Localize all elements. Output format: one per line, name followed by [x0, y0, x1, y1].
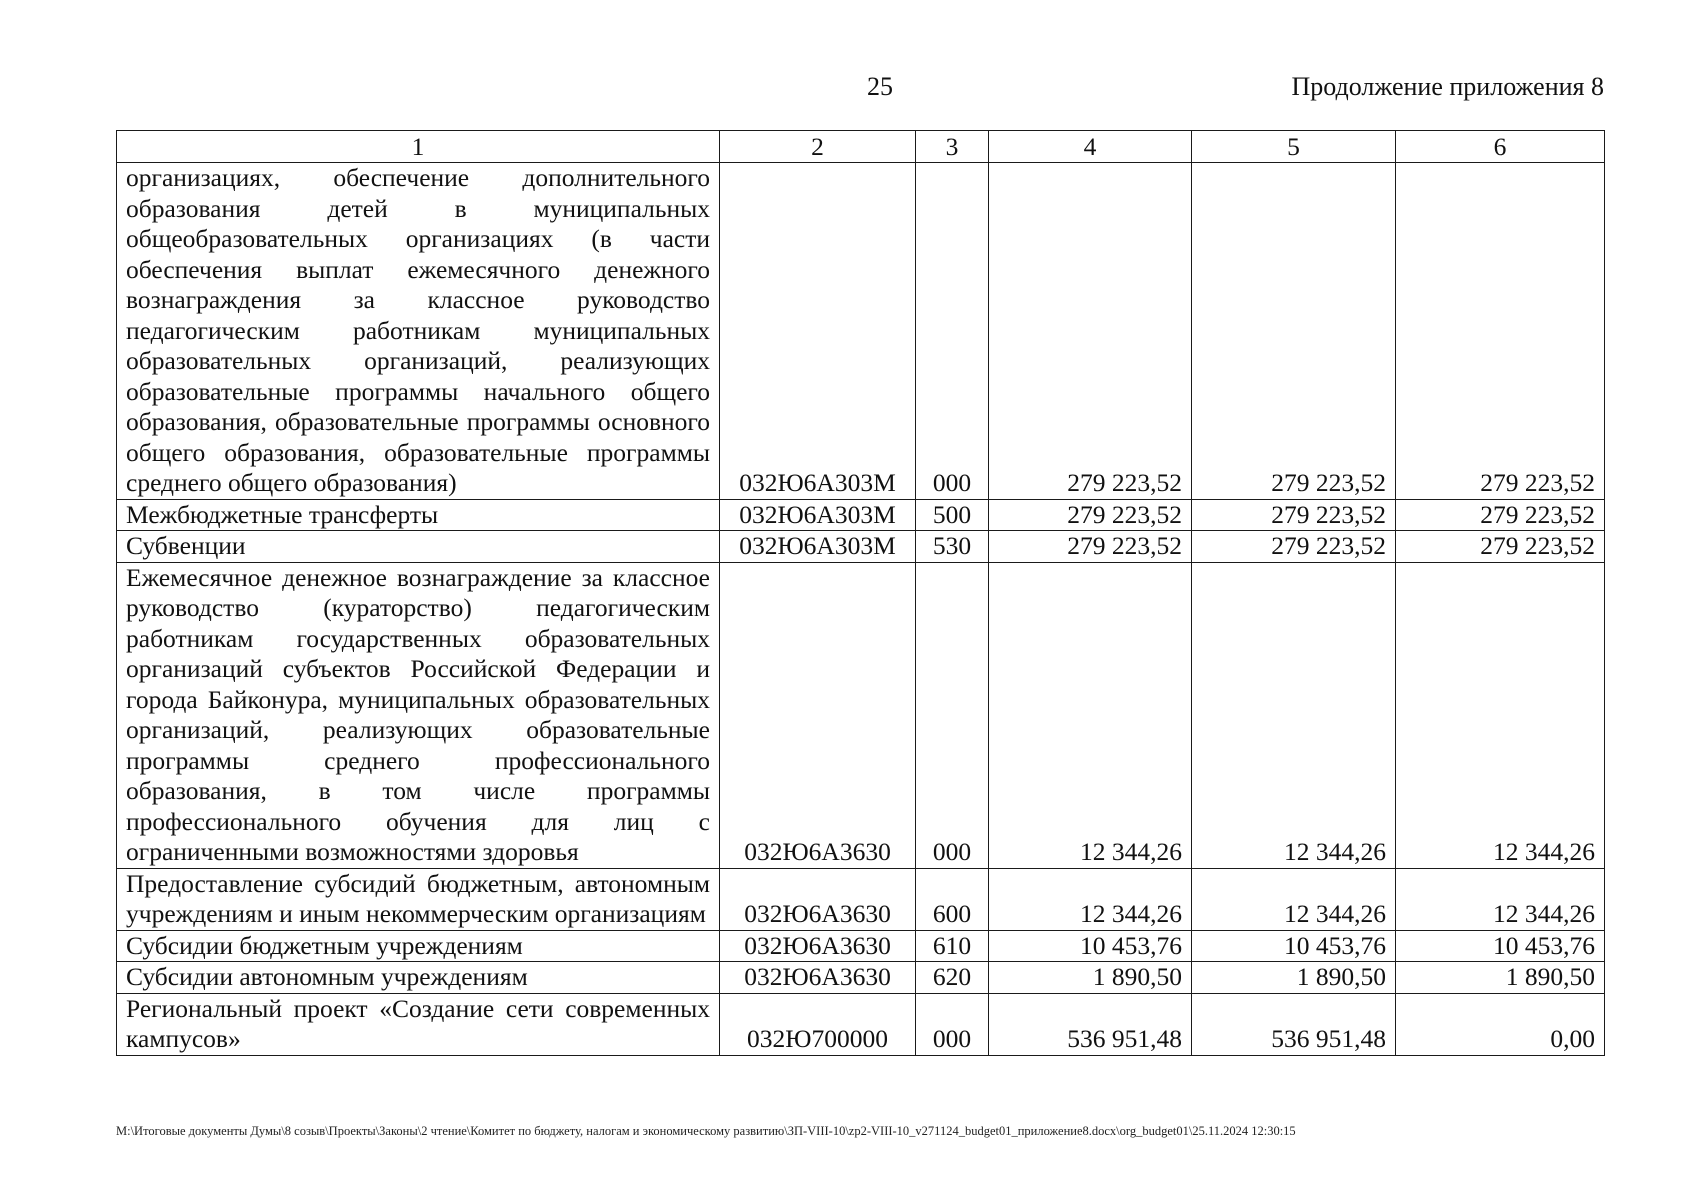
column-header-1: 1 — [117, 131, 720, 163]
expense-type-code-cell: 000 — [916, 993, 989, 1055]
table-row — [117, 962, 1605, 994]
amount-column-5-cell: 279 223,52 — [1192, 499, 1396, 531]
amount-column-6-cell: 12 344,26 — [1396, 868, 1605, 930]
amount-column-6-cell: 10 453,76 — [1396, 930, 1605, 962]
row-name-cell: Субсидии автономным учреждениям — [117, 962, 720, 994]
amount-column-6-cell: 1 890,50 — [1396, 962, 1605, 994]
amount-column-4-cell: 1 890,50 — [989, 962, 1192, 994]
amount-column-4-cell: 536 951,48 — [989, 993, 1192, 1055]
amount-column-4-cell: 279 223,52 — [989, 499, 1192, 531]
row-name-cell: Субсидии бюджетным учреждениям — [117, 930, 720, 962]
amount-column-4-cell: 279 223,52 — [989, 531, 1192, 563]
row-name-cell: Межбюджетные трансферты — [117, 499, 720, 531]
target-article-code-cell: 032Ю6А303М — [720, 499, 916, 531]
target-article-code-cell: 032Ю6А3630 — [720, 562, 916, 868]
amount-column-6-cell: 279 223,52 — [1396, 163, 1605, 500]
amount-column-4-cell: 279 223,52 — [989, 163, 1192, 500]
expense-type-code-cell: 000 — [916, 163, 989, 500]
row-name-cell: Региональный проект «Создание сети современных кампусов» — [117, 993, 720, 1055]
amount-column-6-cell: 279 223,52 — [1396, 531, 1605, 563]
amount-column-5-cell: 279 223,52 — [1192, 531, 1396, 563]
column-header-3: 3 — [916, 131, 989, 163]
target-article-code-cell: 032Ю700000 — [720, 993, 916, 1055]
amount-column-5-cell: 10 453,76 — [1192, 930, 1396, 962]
amount-column-5-cell: 1 890,50 — [1192, 962, 1396, 994]
target-article-code-cell: 032Ю6А3630 — [720, 930, 916, 962]
target-article-code-cell: 032Ю6А303М — [720, 163, 916, 500]
target-article-code-cell: 032Ю6А3630 — [720, 868, 916, 930]
expense-type-code-cell: 000 — [916, 562, 989, 868]
amount-column-6-cell: 279 223,52 — [1396, 499, 1605, 531]
expense-type-code-cell: 500 — [916, 499, 989, 531]
column-header-5: 5 — [1192, 131, 1396, 163]
target-article-code-cell: 032Ю6А3630 — [720, 962, 916, 994]
row-name-cell: Субвенции — [117, 531, 720, 563]
amount-column-5-cell: 12 344,26 — [1192, 562, 1396, 868]
table-row — [117, 531, 1605, 563]
amount-column-5-cell: 279 223,52 — [1192, 163, 1396, 500]
appendix-continuation-label: Продолжение приложения 8 — [1291, 72, 1604, 101]
table-row — [117, 868, 1605, 930]
table-row — [117, 562, 1605, 868]
amount-column-6-cell: 12 344,26 — [1396, 562, 1605, 868]
expense-type-code-cell: 600 — [916, 868, 989, 930]
column-number-row — [117, 131, 1605, 163]
table-row — [117, 163, 1605, 500]
amount-column-4-cell: 12 344,26 — [989, 868, 1192, 930]
column-header-4: 4 — [989, 131, 1192, 163]
column-header-2: 2 — [720, 131, 916, 163]
table-row — [117, 930, 1605, 962]
target-article-code-cell: 032Ю6А303М — [720, 531, 916, 563]
amount-column-5-cell: 536 951,48 — [1192, 993, 1396, 1055]
amount-column-4-cell: 10 453,76 — [989, 930, 1192, 962]
amount-column-5-cell: 12 344,26 — [1192, 868, 1396, 930]
expense-type-code-cell: 610 — [916, 930, 989, 962]
table-body — [117, 163, 1605, 1056]
expense-type-code-cell: 530 — [916, 531, 989, 563]
table-row — [117, 499, 1605, 531]
budget-table — [116, 130, 1605, 1056]
row-name-cell: организациях, обеспечение дополнительного образования детей в муниципальных общеобразовательных организациях (в части обеспечения выплат ежемесячного денежного вознаграждения за классное руководство педагогическим работникам муниципальных образовательных организаций, реализующих образовательные программы начального общего образования, образовательные программы основного общего образования, образовательные программы среднего общего образования) — [117, 163, 720, 500]
table-row — [117, 993, 1605, 1055]
row-name-cell: Ежемесячное денежное вознаграждение за классное руководство (кураторство) педагогическим работникам государственных образовательных организаций субъектов Российской Федерации и города Байконура, муниципальных образовательных организаций, реализующих образовательные программы среднего профессионального образования, в том числе программы профессионального обучения для лиц с ограниченными возможностями здоровья — [117, 562, 720, 868]
expense-type-code-cell: 620 — [916, 962, 989, 994]
row-name-cell: Предоставление субсидий бюджетным, автономным учреждениям и иным некоммерческим организациям — [117, 868, 720, 930]
amount-column-4-cell: 12 344,26 — [989, 562, 1192, 868]
page-number: 25 — [867, 72, 893, 101]
column-header-6: 6 — [1396, 131, 1605, 163]
amount-column-6-cell: 0,00 — [1396, 993, 1605, 1055]
document-file-path: M:\Итоговые документы Думы\8 созыв\Проекты\Законы\2 чтение\Комитет по бюджету, налогам и экономическому развитию\ЗП-VIII-10\zp2-VIII-10_v271124_budget01_приложение8.docx\org_budget01\25.11.2024 12:30:15 — [116, 1124, 1296, 1138]
table-header — [117, 131, 1605, 163]
